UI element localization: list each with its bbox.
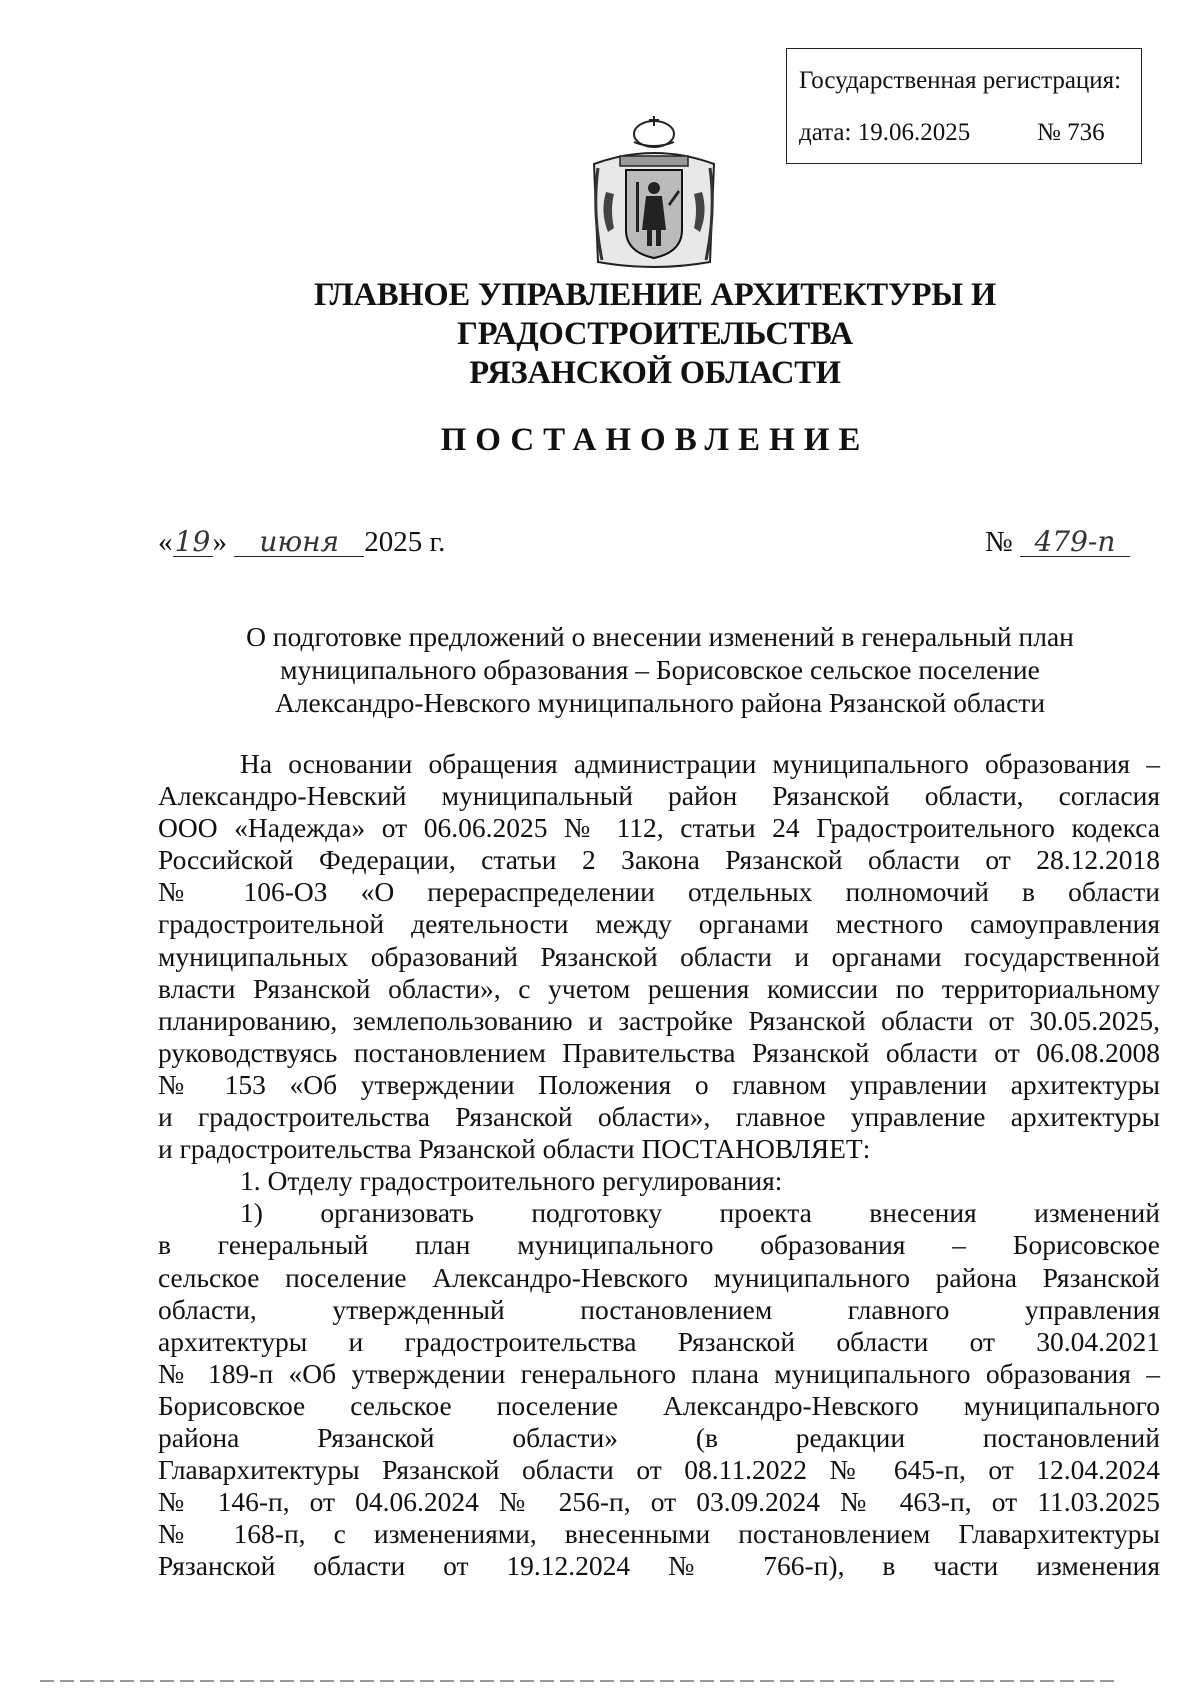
subject-line3: Александро-Невского муниципального района Рязанской области (274, 687, 1046, 718)
body-line: и градостроительства Рязанской области ПОСТАНОВЛЯЕТ: (158, 1133, 871, 1165)
body-line: архитектуры и градостроительства Рязанской области от 30.04.2021 (158, 1325, 1160, 1357)
number-prefix: № (985, 526, 1013, 558)
organization-name-line2: РЯЗАНСКОЙ ОБЛАСТИ (469, 355, 841, 391)
organization-name-line1: ГЛАВНОЕ УПРАВЛЕНИЕ АРХИТЕКТУРЫ И ГРАДОСТРОИТЕЛЬСТВА (313, 277, 997, 352)
ryazan-coat-of-arms-icon (584, 112, 724, 274)
body-line: На основании обращения администрации муниципального образования – (240, 748, 1160, 779)
body-line: Российской Федерации, статьи 2 Закона Рязанской области от 28.12.2018 (158, 844, 1160, 876)
body-line: сельское поселение Александро-Невского муниципального района Рязанской (158, 1261, 1160, 1293)
body-line: № 146-п, от 04.06.2024 № 256-п, от 03.09.2024 № 463-п, от 11.03.2025 (158, 1486, 1160, 1518)
date-month: июня (234, 528, 364, 557)
registration-stamp (786, 48, 1142, 164)
body-line: № 168-п, с изменениями, внесенными постановлением Главархитектуры (158, 1518, 1160, 1550)
body-line: Александро-Невский муниципальный район Рязанской области, согласия (158, 780, 1160, 812)
body-line: № 106-ОЗ «О перераспределении отдельных полномочий в области (158, 876, 1160, 908)
date-year: 2025 г. (364, 526, 446, 558)
body-line: в генеральный план муниципального образования – Борисовское (158, 1229, 1160, 1261)
body-line: области, утвержденный постановлением главного управления (158, 1293, 1160, 1325)
body-line: градостроительной деятельности между органами местного самоуправления (158, 908, 1160, 940)
registration-title: Государственная регистрация: (799, 67, 1122, 94)
body-line: муниципальных образований Рязанской области и органами государственной (158, 940, 1160, 972)
body-subitem-1: 1) организовать подготовку проекта внесения изменений (240, 1197, 1160, 1229)
registration-date: дата: 19.06.2025 (799, 119, 971, 146)
body-line: Рязанской области от 19.12.2024 № 766-п), в части изменения (158, 1550, 1160, 1582)
registration-number: № 736 (1037, 119, 1105, 146)
document-number (985, 526, 1130, 559)
body-line: власти Рязанской области», с учетом решения комиссии по территориальному (158, 972, 1160, 1004)
subject-line1: О подготовке предложений о внесении изменений в генеральный план (246, 621, 1074, 652)
body-line: Борисовское сельское поселение Александро-Невского муниципального (158, 1389, 1160, 1421)
document-subject (160, 620, 1160, 719)
date-close-quote: » (212, 526, 227, 558)
document-date (158, 526, 445, 559)
subject-line2: муниципального образования – Борисовское сельское поселение (280, 654, 1040, 685)
page-edge-rule (40, 1680, 1120, 1682)
organization-name (120, 276, 1190, 393)
document-body (158, 748, 1160, 1582)
number-value: 479-п (1020, 528, 1130, 557)
document-type: ПОСТАНОВЛЕНИЕ (440, 422, 870, 458)
date-open-quote: « (158, 526, 173, 558)
body-item-1: 1. Отделу градостроительного регулирования: (240, 1165, 783, 1197)
body-line: планированию, землепользованию и застройке Рязанской области от 30.05.2025, (158, 1004, 1160, 1036)
body-line: Главархитектуры Рязанской области от 08.11.2022 № 645-п, от 12.04.2024 (158, 1454, 1160, 1486)
body-line: руководствуясь постановлением Правительства Рязанской области от 06.08.2008 (158, 1036, 1160, 1068)
date-day: 19 (173, 528, 213, 557)
body-line: № 189-п «Об утверждении генерального плана муниципального образования – (158, 1357, 1160, 1389)
body-line: № 153 «Об утверждении Положения о главном управлении архитектуры (158, 1068, 1160, 1100)
body-line: ООО «Надежда» от 06.06.2025 № 112, статьи 24 Градостроительного кодекса (158, 812, 1160, 844)
body-line: и градостроительства Рязанской области», главное управление архитектуры (158, 1101, 1160, 1133)
body-line: района Рязанской области» (в редакции постановлений (158, 1421, 1160, 1453)
